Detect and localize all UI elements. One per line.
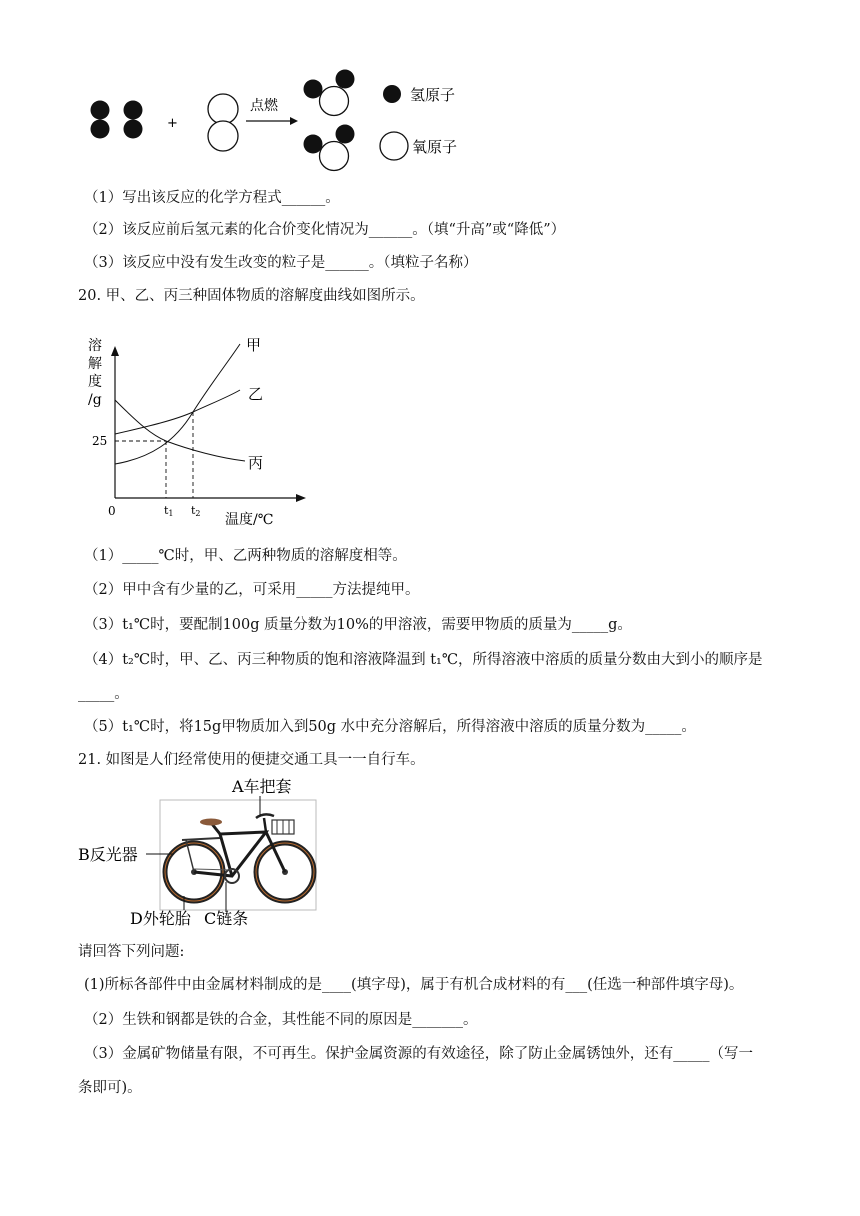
bicycle-icon [165, 814, 314, 901]
hydrogen-atom-legend-label: 氢原子 [410, 86, 456, 104]
oxygen-atom-legend-icon [380, 132, 408, 160]
curve-yi [115, 390, 240, 434]
x-tick-t2: t2 [191, 504, 201, 518]
y-axis-label-4: /g [88, 392, 102, 408]
q21-item-3-cont: 条即可)。 [78, 1080, 142, 1096]
oxygen-molecule [208, 94, 238, 151]
label-b-reflector: B反光器 [78, 845, 138, 864]
y-axis-arrow-icon [111, 346, 119, 356]
y-tick-25: 25 [92, 434, 108, 448]
q20-item-3: （3）t₁℃时，要配制100g 质量分数为10%的甲溶液，需要甲物质的质量为_____g。 [84, 617, 632, 633]
hydrogen-atom-legend-icon [383, 85, 401, 103]
x-tick-t1: t1 [164, 504, 174, 518]
q19-item-3: （3）该反应中没有发生改变的粒子是______。（填粒子名称） [84, 255, 478, 271]
q19-item-2: （2）该反应前后氢元素的化合价变化情况为______。（填“升高”或“降低”） [84, 222, 566, 238]
q20-item-4: （4）t₂℃时，甲、乙、丙三种物质的饱和溶液降温到 t₁℃，所得溶液中溶质的质量分数由大到小的顺序是 [84, 652, 763, 668]
oxygen-atom-legend-label: 氧原子 [412, 138, 458, 156]
series-label-bing: 丙 [248, 454, 264, 472]
q19-item-1: （1）写出该反应的化学方程式______。 [84, 190, 340, 206]
q20-item-2: （2）甲中含有少量的乙，可采用_____方法提纯甲。 [84, 582, 420, 598]
q20-title: 20. 甲、乙、丙三种固体物质的溶解度曲线如图所示。 [78, 288, 425, 304]
label-c-chain: C链条 [204, 909, 249, 928]
y-axis-label-1: 溶 [88, 338, 102, 354]
q20-item-1: （1）_____℃时，甲、乙两种物质的溶解度相等。 [84, 548, 407, 564]
x-axis-arrow-icon [296, 494, 306, 502]
reaction-diagram [80, 66, 480, 176]
y-axis-label-3: 度 [88, 374, 102, 390]
water-molecule [304, 70, 355, 116]
bicycle-figure [74, 776, 334, 928]
arrow-icon [246, 117, 298, 125]
hydrogen-molecule [124, 101, 143, 139]
q21-item-1: (1)所标各部件中由金属材料制成的是____(填字母)，属于有机合成材料的有___(任选一种部件填字母)。 [84, 977, 744, 993]
reaction-condition-label: 点燃 [250, 98, 278, 114]
q21-prompt: 请回答下列问题: [78, 944, 185, 960]
origin-label: 0 [108, 504, 116, 518]
x-axis-label: 温度/℃ [225, 512, 274, 528]
q20-item-5: （5）t₁℃时，将15g甲物质加入到50g 水中充分溶解后，所得溶液中溶质的质量分数为_____。 [84, 719, 696, 735]
y-axis-label-2: 解 [88, 356, 102, 372]
curve-jia [115, 344, 240, 464]
bicycle-frame-box [160, 800, 316, 910]
hydrogen-molecule [91, 101, 110, 139]
label-d-outer-tire: D外轮胎 [130, 909, 191, 928]
q21-item-3: （3）金属矿物储量有限，不可再生。保护金属资源的有效途径，除了防止金属锈蚀外，还有_____（写一 [84, 1046, 753, 1062]
solubility-chart [80, 330, 310, 530]
q21-item-2: （2）生铁和钢都是铁的合金，其性能不同的原因是_______。 [84, 1012, 478, 1028]
label-a-handlebar-grip: A车把套 [232, 777, 292, 796]
water-molecule [304, 125, 355, 171]
q20-item-4-cont: _____。 [78, 686, 129, 702]
series-label-yi: 乙 [248, 385, 264, 403]
q21-title: 21. 如图是人们经常使用的便捷交通工具一一自行车。 [78, 752, 425, 768]
series-label-jia: 甲 [246, 336, 262, 354]
plus-sign: + [167, 116, 178, 131]
